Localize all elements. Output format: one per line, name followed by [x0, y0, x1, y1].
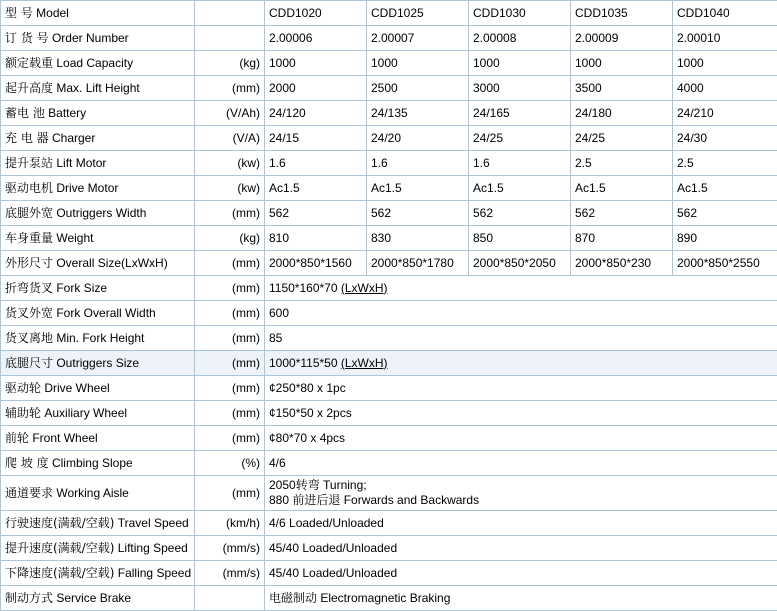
row-label-cn: 型 号 [5, 6, 33, 20]
cell-value: 1150*160*70 [269, 281, 341, 295]
table-header-row [1, 1, 777, 26]
table-cell: 830 [367, 226, 469, 251]
row-label-cn: 底腿外宽 [5, 206, 53, 220]
table-cell: 4000 [673, 76, 777, 101]
row-label-cn: 起升高度 [5, 81, 53, 95]
table-cell-merged [265, 301, 777, 326]
cell-value: 45/40 Loaded/Unloaded [269, 541, 397, 555]
table-row [1, 126, 777, 151]
model-column-header: CDD1020 [265, 1, 367, 26]
cell-value-note: (LxWxH) [341, 281, 388, 295]
table-cell: 2.00007 [367, 26, 469, 51]
row-label-cn: 行驶速度(满载/空载) [5, 516, 114, 530]
table-cell: 24/135 [367, 101, 469, 126]
row-label-en: Order Number [49, 31, 129, 45]
table-row [1, 301, 777, 326]
table-cell: 2000*850*1780 [367, 251, 469, 276]
row-label-cn: 辅助轮 [5, 406, 41, 420]
row-label-en: Fork Size [53, 281, 107, 295]
cell-value: 4/6 Loaded/Unloaded [269, 516, 384, 530]
row-label [1, 401, 195, 426]
cell-value: ¢250*80 x 1pc [269, 381, 346, 395]
cell-value-note: (LxWxH) [341, 356, 388, 370]
row-label-en: Travel Speed [114, 516, 188, 530]
table-cell-merged [265, 326, 777, 351]
table-row [1, 451, 777, 476]
row-label-en: Working Aisle [53, 486, 129, 500]
cell-value: ¢80*70 x 4pcs [269, 431, 345, 445]
table-row [1, 351, 777, 376]
table-row [1, 276, 777, 301]
row-label-cn: 通道要求 [5, 486, 53, 500]
row-label-cn: 货叉离地 [5, 331, 53, 345]
row-label [1, 226, 195, 251]
table-cell: 24/25 [469, 126, 571, 151]
row-label [1, 561, 195, 586]
row-label-cn: 爬 坡 度 [5, 456, 49, 470]
cell-value: 1000*115*50 [269, 356, 341, 370]
row-unit [195, 586, 265, 611]
table-cell: 1000 [265, 51, 367, 76]
table-cell: 24/210 [673, 101, 777, 126]
table-row [1, 176, 777, 201]
row-label [1, 536, 195, 561]
table-cell: 2000*850*2050 [469, 251, 571, 276]
row-label-cn: 车身重量 [5, 231, 53, 245]
row-label-en: Lift Motor [53, 156, 106, 170]
row-label-cn: 额定载重 [5, 56, 53, 70]
model-column-header: CDD1035 [571, 1, 673, 26]
cell-value: ¢150*50 x 2pcs [269, 406, 352, 420]
row-unit: (mm/s) [195, 561, 265, 586]
row-label-en: Model [33, 6, 69, 20]
table-cell: 1000 [571, 51, 673, 76]
table-cell: 24/120 [265, 101, 367, 126]
table-cell-merged [265, 536, 777, 561]
table-cell-merged [265, 276, 777, 301]
row-unit: (kw) [195, 176, 265, 201]
table-cell: 2000*850*1560 [265, 251, 367, 276]
table-cell: Ac1.5 [469, 176, 571, 201]
row-unit: (mm) [195, 76, 265, 101]
row-unit: (mm) [195, 376, 265, 401]
cell-value: 4/6 [269, 456, 286, 470]
row-unit: (mm) [195, 476, 265, 511]
row-label [1, 76, 195, 101]
row-label-en: Weight [53, 231, 93, 245]
row-unit: (mm) [195, 251, 265, 276]
table-cell-merged [265, 511, 777, 536]
table-cell: 2.00009 [571, 26, 673, 51]
table-cell: 2.00010 [673, 26, 777, 51]
table-cell: 1.6 [469, 151, 571, 176]
table-row [1, 561, 777, 586]
row-label-en: Drive Motor [53, 181, 118, 195]
table-row [1, 151, 777, 176]
row-label-cn: 货叉外宽 [5, 306, 53, 320]
table-row [1, 51, 777, 76]
row-label-en: Falling Speed [114, 566, 191, 580]
table-cell: 562 [571, 201, 673, 226]
table-cell: 1000 [469, 51, 571, 76]
cell-value: 85 [269, 331, 282, 345]
table-cell: 2.5 [673, 151, 777, 176]
row-label [1, 351, 195, 376]
table-row [1, 401, 777, 426]
row-unit: (kg) [195, 226, 265, 251]
table-row [1, 511, 777, 536]
row-unit: (mm) [195, 201, 265, 226]
table-row [1, 426, 777, 451]
model-column-header: CDD1030 [469, 1, 571, 26]
row-label-cn: 制动方式 [5, 591, 53, 605]
table-cell: 24/165 [469, 101, 571, 126]
table-cell: Ac1.5 [571, 176, 673, 201]
table-cell: 24/30 [673, 126, 777, 151]
row-label-en: Max. Lift Height [53, 81, 140, 95]
model-header-label [1, 1, 195, 26]
row-unit: (mm/s) [195, 536, 265, 561]
table-cell: 562 [673, 201, 777, 226]
table-cell: Ac1.5 [265, 176, 367, 201]
row-label-cn: 折弯货叉 [5, 281, 53, 295]
row-label [1, 51, 195, 76]
row-label [1, 301, 195, 326]
table-row [1, 226, 777, 251]
row-unit: (mm) [195, 401, 265, 426]
row-label [1, 151, 195, 176]
row-label [1, 251, 195, 276]
row-label-cn: 前轮 [5, 431, 29, 445]
row-unit: (kw) [195, 151, 265, 176]
table-cell: 2.5 [571, 151, 673, 176]
row-unit: (V/A) [195, 126, 265, 151]
cell-value: 600 [269, 306, 289, 320]
row-label-en: Outriggers Size [53, 356, 139, 370]
table-row [1, 536, 777, 561]
row-label-cn: 蓄电 池 [5, 106, 45, 120]
row-label-en: Auxiliary Wheel [41, 406, 127, 420]
row-unit: (V/Ah) [195, 101, 265, 126]
cell-value: 2050转弯 Turning; [269, 478, 367, 492]
model-column-header: CDD1040 [673, 1, 777, 26]
row-label-cn: 驱动轮 [5, 381, 41, 395]
table-cell-merged [265, 401, 777, 426]
row-label [1, 176, 195, 201]
row-label-cn: 提升泵站 [5, 156, 53, 170]
row-unit: (mm) [195, 276, 265, 301]
table-cell: 1000 [367, 51, 469, 76]
row-unit: (kg) [195, 51, 265, 76]
table-cell: 1.6 [367, 151, 469, 176]
table-cell: 3500 [571, 76, 673, 101]
row-label-cn: 提升速度(满载/空载) [5, 541, 114, 555]
row-label-cn: 下降速度(满载/空载) [5, 566, 114, 580]
row-label [1, 276, 195, 301]
table-row [1, 101, 777, 126]
table-cell-merged [265, 351, 777, 376]
cell-value-line2: 880 前进后退 Forwards and Backwards [269, 493, 773, 508]
row-label [1, 476, 195, 511]
table-cell: 890 [673, 226, 777, 251]
table-cell: 1000 [673, 51, 777, 76]
row-label-cn: 外形尺寸 [5, 256, 53, 270]
table-row [1, 476, 777, 511]
row-unit: (mm) [195, 326, 265, 351]
table-cell-merged [265, 476, 777, 511]
row-label [1, 426, 195, 451]
table-row [1, 201, 777, 226]
row-label [1, 326, 195, 351]
row-label-en: Load Capacity [53, 56, 133, 70]
table-row [1, 26, 777, 51]
row-label [1, 511, 195, 536]
table-cell: 2000*850*2550 [673, 251, 777, 276]
row-label-cn: 充 电 器 [5, 131, 49, 145]
row-label [1, 586, 195, 611]
table-cell: 562 [265, 201, 367, 226]
table-cell: 2000 [265, 76, 367, 101]
row-label-en: Outriggers Width [53, 206, 146, 220]
row-unit: (km/h) [195, 511, 265, 536]
table-row [1, 376, 777, 401]
row-unit: (mm) [195, 426, 265, 451]
table-cell: 562 [469, 201, 571, 226]
table-cell: 24/20 [367, 126, 469, 151]
row-label-cn: 底腿尺寸 [5, 356, 53, 370]
table-cell: 24/25 [571, 126, 673, 151]
row-unit: (mm) [195, 351, 265, 376]
table-cell: 24/15 [265, 126, 367, 151]
row-label-cn: 驱动电机 [5, 181, 53, 195]
table-cell: 850 [469, 226, 571, 251]
table-cell: 24/180 [571, 101, 673, 126]
row-label-en: Front Wheel [29, 431, 98, 445]
table-cell-merged [265, 426, 777, 451]
table-cell-merged [265, 586, 777, 611]
row-label [1, 451, 195, 476]
row-label [1, 376, 195, 401]
table-row [1, 76, 777, 101]
table-cell-merged [265, 451, 777, 476]
table-row [1, 251, 777, 276]
table-cell: Ac1.5 [367, 176, 469, 201]
row-label [1, 26, 195, 51]
row-label-en: Drive Wheel [41, 381, 110, 395]
row-label-cn: 订 货 号 [5, 31, 49, 45]
row-unit [195, 26, 265, 51]
cell-value: 电磁制动 Electromagnetic Braking [269, 591, 450, 605]
row-label [1, 201, 195, 226]
table-cell: 3000 [469, 76, 571, 101]
table-cell: 562 [367, 201, 469, 226]
table-cell-merged [265, 376, 777, 401]
table-cell: 870 [571, 226, 673, 251]
model-column-header: CDD1025 [367, 1, 469, 26]
row-label-en: Fork Overall Width [53, 306, 156, 320]
table-cell: 810 [265, 226, 367, 251]
cell-value: 45/40 Loaded/Unloaded [269, 566, 397, 580]
row-label-en: Service Brake [53, 591, 131, 605]
table-row [1, 326, 777, 351]
table-cell: 2000*850*230 [571, 251, 673, 276]
row-unit: (mm) [195, 301, 265, 326]
row-label-en: Battery [45, 106, 86, 120]
row-label [1, 126, 195, 151]
table-cell: 1.6 [265, 151, 367, 176]
table-cell: 2500 [367, 76, 469, 101]
row-unit: (%) [195, 451, 265, 476]
row-label-en: Climbing Slope [49, 456, 133, 470]
table-row [1, 586, 777, 611]
table-cell: 2.00006 [265, 26, 367, 51]
table-cell: Ac1.5 [673, 176, 777, 201]
table-cell-merged [265, 561, 777, 586]
row-label [1, 101, 195, 126]
row-label-en: Lifting Speed [114, 541, 187, 555]
row-unit [195, 1, 265, 26]
row-label-en: Charger [49, 131, 96, 145]
row-label-en: Min. Fork Height [53, 331, 144, 345]
row-label-en: Overall Size(LxWxH) [53, 256, 168, 270]
table-cell: 2.00008 [469, 26, 571, 51]
